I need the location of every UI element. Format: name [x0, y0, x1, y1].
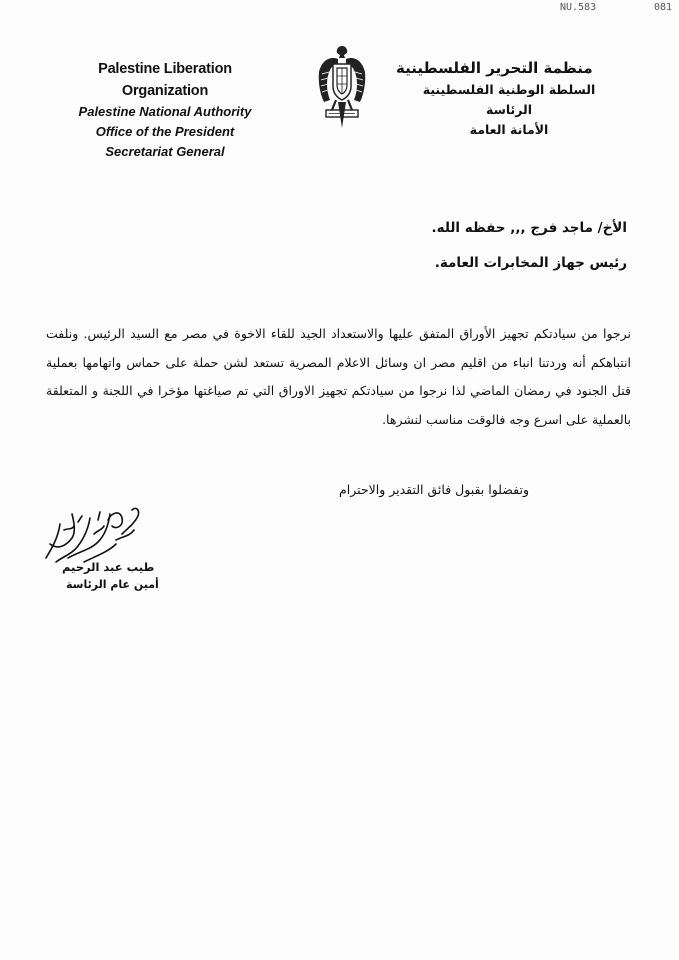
- signatory-name: طيب عبد الرحيم: [62, 560, 155, 574]
- reference-number: NU.583: [560, 2, 597, 13]
- org-name-ar: منظمة التحرير الفلسطينية: [396, 59, 593, 77]
- presidency-name-ar: الرئاسة: [485, 102, 532, 117]
- eagle-emblem-icon: [316, 42, 368, 132]
- authority-name-ar: السلطة الوطنية الفلسطينية: [422, 82, 596, 97]
- addressee-name: الأخ/ ماجد فرج ,,, حفظه الله.: [431, 220, 627, 236]
- addressee-title: رئيس جهاز المخابرات العامة.: [434, 255, 627, 271]
- authority-name-en: Palestine National Authority: [78, 104, 252, 119]
- signatory-title: أمين عام الرئاسة: [66, 578, 159, 591]
- reference-code: 081: [653, 2, 672, 13]
- org-name-en: Palestine Liberation Organization: [98, 61, 232, 99]
- reference-stamp: [560, 2, 672, 13]
- closing-line: وتفضلوا بقبول فائق التقدير والاحترام: [338, 482, 529, 497]
- letter-body: نرجوا من سيادتكم تجهيز الأوراق المتفق عليها والاستعداد الجيد للقاء الاخوة في مصر مع السيد الرئيس. ونلفت انتباهكم أنه وردتنا انباء من اقليم مصر ان وسائل الاعلام المصرية تستعد لشن حملة على حماس واتهامها بعملية قتل الجنود في رمضان الماضي لذا نرجوا من سيادتكم تجهيز الاوراق التي تم صياغتها مؤخرا في اللجنة و المتعلقة بالعملية على اسرع وجه فالوقت مناسب لنشرها.: [46, 326, 631, 427]
- secretariat-name-ar: الأمانة العامة: [469, 122, 549, 137]
- office-name-en: Office of the President: [95, 124, 235, 139]
- secretariat-name-en: Secretariat General: [105, 144, 225, 159]
- arabic-letterhead: [394, 56, 624, 140]
- english-letterhead: [60, 58, 270, 162]
